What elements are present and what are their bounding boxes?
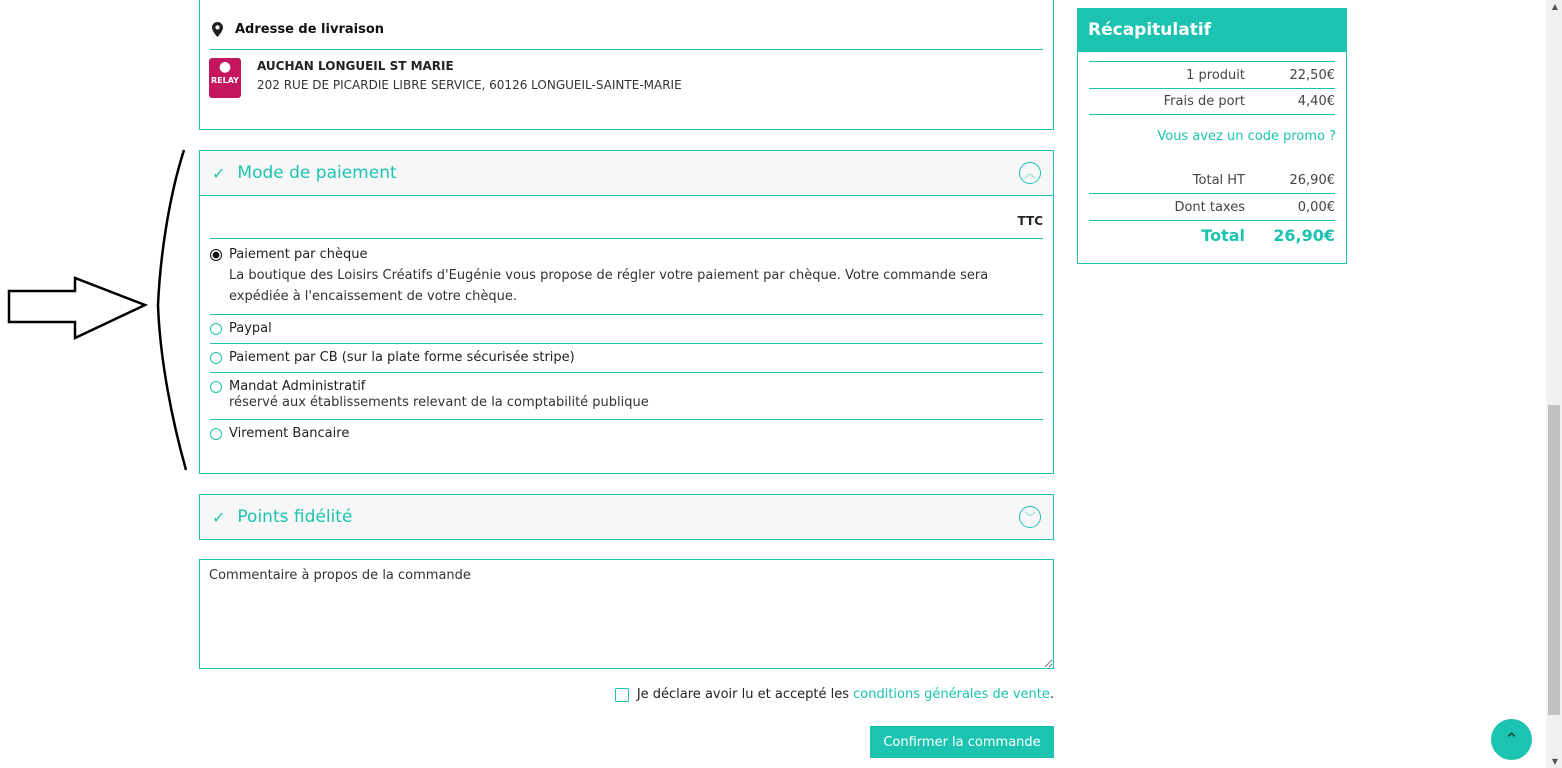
scrollbar-thumb[interactable] <box>1548 405 1560 715</box>
payment-method-header[interactable] <box>200 151 1053 196</box>
order-comment-input[interactable] <box>199 559 1054 669</box>
payment-option-virement[interactable] <box>210 420 1043 448</box>
loyalty-points-title: Points fidélité <box>237 507 353 527</box>
summary-taxes-value: 0,00€ <box>1297 199 1335 215</box>
summary-taxes-row <box>1089 194 1335 220</box>
payment-option-cb[interactable] <box>210 344 1043 373</box>
summary-products-row <box>1089 62 1335 88</box>
radio-button[interactable] <box>210 428 222 440</box>
cgv-acceptance[interactable] <box>615 687 1054 702</box>
summary-products-value: 22,50€ <box>1289 67 1335 83</box>
annotation-arrow <box>9 278 145 338</box>
order-summary <box>1077 8 1347 264</box>
cgv-link[interactable]: conditions générales de vente <box>853 687 1050 702</box>
divider <box>1089 220 1335 221</box>
radio-button[interactable] <box>210 381 222 393</box>
payment-method-panel <box>199 150 1054 474</box>
summary-total-value: 26,90€ <box>1273 225 1335 245</box>
confirm-order-button[interactable]: Confirmer la commande <box>870 726 1054 758</box>
payment-option-label: Paiement par CB (sur la plate forme sécurisée stripe) <box>229 350 575 365</box>
payment-option-paypal[interactable] <box>210 315 1043 344</box>
divider <box>1089 114 1335 115</box>
payment-options-list <box>210 241 1043 448</box>
payment-option-label: Paypal <box>229 321 272 336</box>
payment-option-description: La boutique des Loisirs Créatifs d'Eugénie vous propose de régler votre paiement par chèque. Votre commande sera expédiée à l'encaissement de votre chèque. <box>229 268 989 304</box>
summary-total-row <box>1089 222 1335 248</box>
annotation-brace <box>158 150 186 470</box>
summary-total-ht-label: Total HT <box>1192 172 1245 188</box>
scroll-down-arrow-icon[interactable]: ▼ <box>1551 757 1558 766</box>
radio-button[interactable] <box>210 352 222 364</box>
summary-total-label: Total <box>1201 225 1245 245</box>
chevron-down-icon[interactable]: ﹀ <box>1019 506 1041 528</box>
delivery-address-panel <box>199 0 1054 130</box>
payment-option-description: réservé aux établissements relevant de la comptabilité publique <box>229 395 649 410</box>
summary-shipping-value: 4,40€ <box>1297 93 1335 109</box>
payment-option-mandat[interactable] <box>210 373 1043 420</box>
summary-total-ht-row <box>1089 167 1335 193</box>
relay-point-address: 202 RUE DE PICARDIE LIBRE SERVICE, 60126 LONGUEIL-SAINTE-MARIE <box>257 78 682 92</box>
radio-button[interactable] <box>210 249 222 261</box>
mondial-relay-logo <box>209 58 241 98</box>
ttc-label: TTC <box>210 209 1043 239</box>
relay-figure-icon: ● <box>218 59 232 75</box>
summary-shipping-label: Frais de port <box>1163 93 1245 109</box>
payment-option-label: Mandat Administratif <box>229 379 366 394</box>
payment-option-cheque[interactable] <box>210 241 1043 315</box>
payment-option-label: Virement Bancaire <box>229 426 350 441</box>
loyalty-points-header[interactable] <box>200 495 1053 539</box>
summary-products-label: 1 produit <box>1186 67 1245 83</box>
check-icon: ✓ <box>212 163 226 183</box>
payment-option-label: Paiement par chèque <box>229 247 368 262</box>
delivery-address-heading <box>212 22 384 37</box>
divider <box>210 49 1043 50</box>
back-to-top-button[interactable] <box>1491 719 1532 760</box>
delivery-address-title: Adresse de livraison <box>235 22 385 37</box>
chevron-up-icon: ⌃ <box>1504 729 1519 749</box>
payment-method-title: Mode de paiement <box>237 163 397 183</box>
cgv-checkbox[interactable] <box>615 688 629 702</box>
summary-title: Récapitulatif <box>1078 8 1346 52</box>
summary-shipping-row <box>1089 88 1335 114</box>
relay-point-name: AUCHAN LONGUEIL ST MARIE <box>257 59 454 73</box>
chevron-up-icon[interactable]: ︿ <box>1019 162 1041 184</box>
cgv-text: Je déclare avoir lu et accepté les conditions générales de vente. <box>636 687 1054 702</box>
summary-total-ht-value: 26,90€ <box>1289 172 1335 188</box>
relay-logo-text: RELAY <box>211 76 239 85</box>
promo-code-link[interactable]: Vous avez un code promo ? <box>1157 129 1336 144</box>
loyalty-points-panel <box>199 494 1054 540</box>
summary-taxes-label: Dont taxes <box>1174 199 1245 215</box>
check-icon: ✓ <box>212 507 226 527</box>
annotation-arrow-brace <box>0 0 200 480</box>
radio-button[interactable] <box>210 323 222 335</box>
scroll-up-arrow-icon[interactable]: ▲ <box>1551 2 1558 11</box>
page-scrollbar[interactable] <box>1546 0 1562 768</box>
map-pin-icon <box>212 22 223 37</box>
